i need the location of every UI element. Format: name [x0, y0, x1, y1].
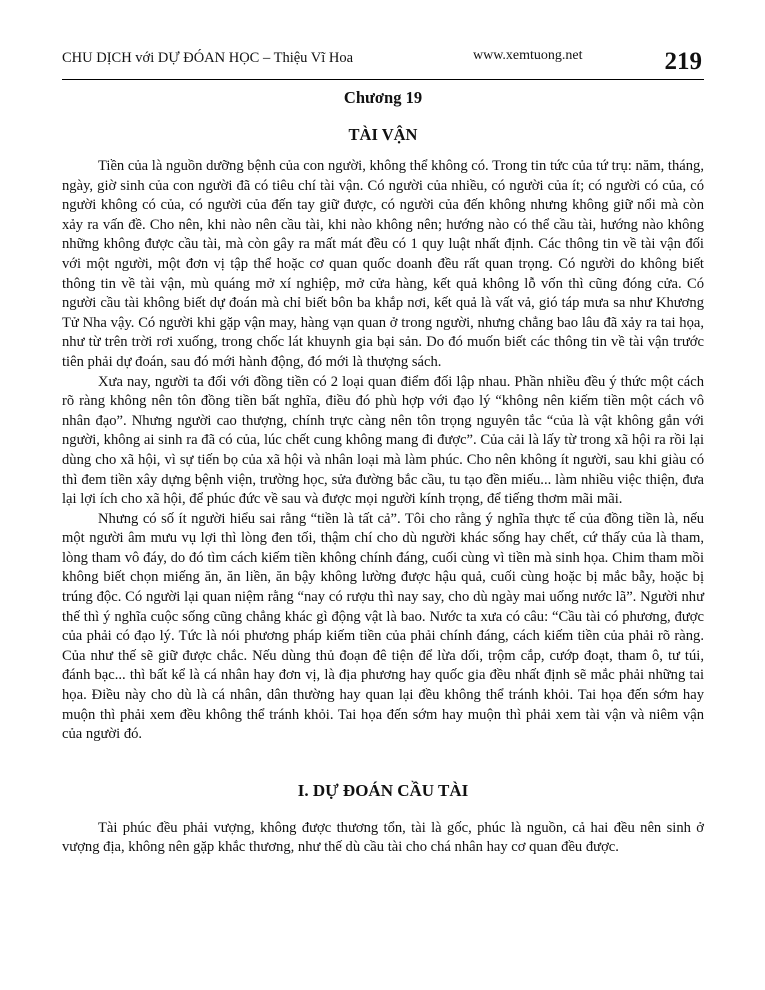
- book-title: CHU DỊCH với DỰ ĐÓAN HỌC – Thiệu Vĩ Hoa: [62, 50, 354, 66]
- section-heading: I. DỰ ĐOÁN CẦU TÀI: [297, 780, 469, 800]
- body-paragraph-2: Xưa nay, người ta đối với đồng tiền có 2 loại quan điểm đối lập nhau. Phần nhiều đều ý thức một cách rõ ràng không nên tôn đồng tiền bất nghĩa, điều đó phù hợp với đạo lý “không nên kiếm tiền một cách vô nhân đạo”. Nhưng người cao thượng, chính trực càng nên tôn trọng nguyên tắc “của là vật không gắn với người, không ai sinh ra đã có của, lúc chết cung không mang đi được”. Của cải là lấy từ trong xã hội ra rồi lại dùng cho xã hội, vì sự tiến bọ của xã hội và nhân loại mà làm phúc. Cho nên không ít người, sau khi giàu có thì đem tiền xây dựng bệnh viện, trường học, sửa đường bắc cầu, tu tạo đền miếu... làm nhiều việc thiện, đưa lại lợi ích cho xã hội, để phúc đức về sau và được mọi người kính trọng, để tiếng thơm mãi mãi.: [62, 373, 704, 508]
- page-body: [62, 86, 704, 858]
- chapter-label: Chương 19: [343, 88, 423, 107]
- chapter-title: TÀI VẬN: [348, 125, 418, 144]
- body-paragraph-3: Nhưng có số ít người hiểu sai rằng “tiền là tất cả”. Tôi cho rằng ý nghĩa thực tế của đồng tiền là, nếu một người âm mưu vụ lợi thì lòng đen tối, thậm chí cho dù người khác sống hay chết, cứ thấy của là tham, lòng tham vô đáy, do đó tìm cách kiếm tiền không chính đáng, cuối cùng vì tiền mà sinh họa. Chim tham mồi không biết chọn miếng ăn, ăn liền, ăn bậy không lường được hậu quả, cuối cùng hoặc bị mắc bẫy, hoặc bị trúng độc. Có người lại quan niệm rằng “nay có rượu thì nay say, cho dù ngày mai uống nước lã”. Người như thế thì ý nghĩa cuộc sống cũng chẳng khác gì động vật là bao. Nước ta xưa có câu: “Cầu tài có phương, được của phải có đạo lý. Tức là nói phương pháp kiếm tiền của phải chính đáng, cách kiếm tiền của phải rõ ràng. Của như thế sẽ giữ được chắc. Nếu dùng thủ đoạn đê tiện để lừa dối, trộm cắp, cướp đoạt, tham ô, tư túi, đánh bạc... thì bất kể là cá nhân hay đơn vị, là địa phương hay quốc gia đều nhất định sẽ mắc phải những tai họa. Điều này cho dù là cá nhân, dân thường hay quan lại đều không thể tránh khỏi. Tai họa đến sớm hay muộn thì phải xem đều không thể tránh khỏi. Tai họa đến sớm hay muộn thì phải xem tài vận và niêm vận của người đó.: [62, 510, 704, 743]
- page-header: [62, 44, 704, 78]
- website-link[interactable]: www.xemtuong.net: [473, 48, 583, 63]
- body-paragraph-1: Tiền của là nguồn dưỡng bệnh của con người, không thể không có. Trong tin tức của tứ trụ: năm, tháng, ngày, giờ sinh của con người đã có tiêu chí tài vận. Có người của nhiều, có người của ít; có người có của, có người không có của, có người của đến tay giữ được, có người của đến không nhưng không giữ nổi mà còn xảy ra vấn đề. Cho nên, khi nào nên cầu tài, khi nào không nên; hướng nào có thể cầu tài, hướng nào không những không được cầu tài, mà còn gây ra mất mát đều có 1 quy luật nhất định. Các thông tin về tài vận đối với một người, một đơn vị tập thể hoặc cơ quan quốc doanh đều rất quan trọng. Có người do không biết thông tin về tài vận, mù quáng mở xí nghiệp, mở cửa hàng, kết quả không lỗ vốn thì cũng đóng cửa. Có người cầu tài không biết dự đoán mà chỉ biết bôn ba khắp nơi, kết quả là vất vả, gió táp mưa sa như Khương Tử Nha vậy. Có người khi gặp vận may, hàng vạn quan ở trong người, nhưng chẳng bao lâu đã xảy ra tai họa, như từ trên trời rơi xuống, trong chốc lát khuynh gia bại sản. Do đó muốn biết các thông tin về tài vận trước tiên phải dự đoán, sau đó mới hành động, đó mới là thượng sách.: [62, 158, 704, 370]
- page-number: 219: [664, 48, 702, 75]
- section-paragraph: Tài phúc đều phải vượng, không được thương tổn, tài là gốc, phúc là nguồn, cả hai đều nên sinh ở vượng địa, không nên gặp khắc thương, như thế dù cầu tài cho chá nhân hay cơ quan đều được.: [62, 819, 704, 856]
- header-divider: [62, 79, 704, 80]
